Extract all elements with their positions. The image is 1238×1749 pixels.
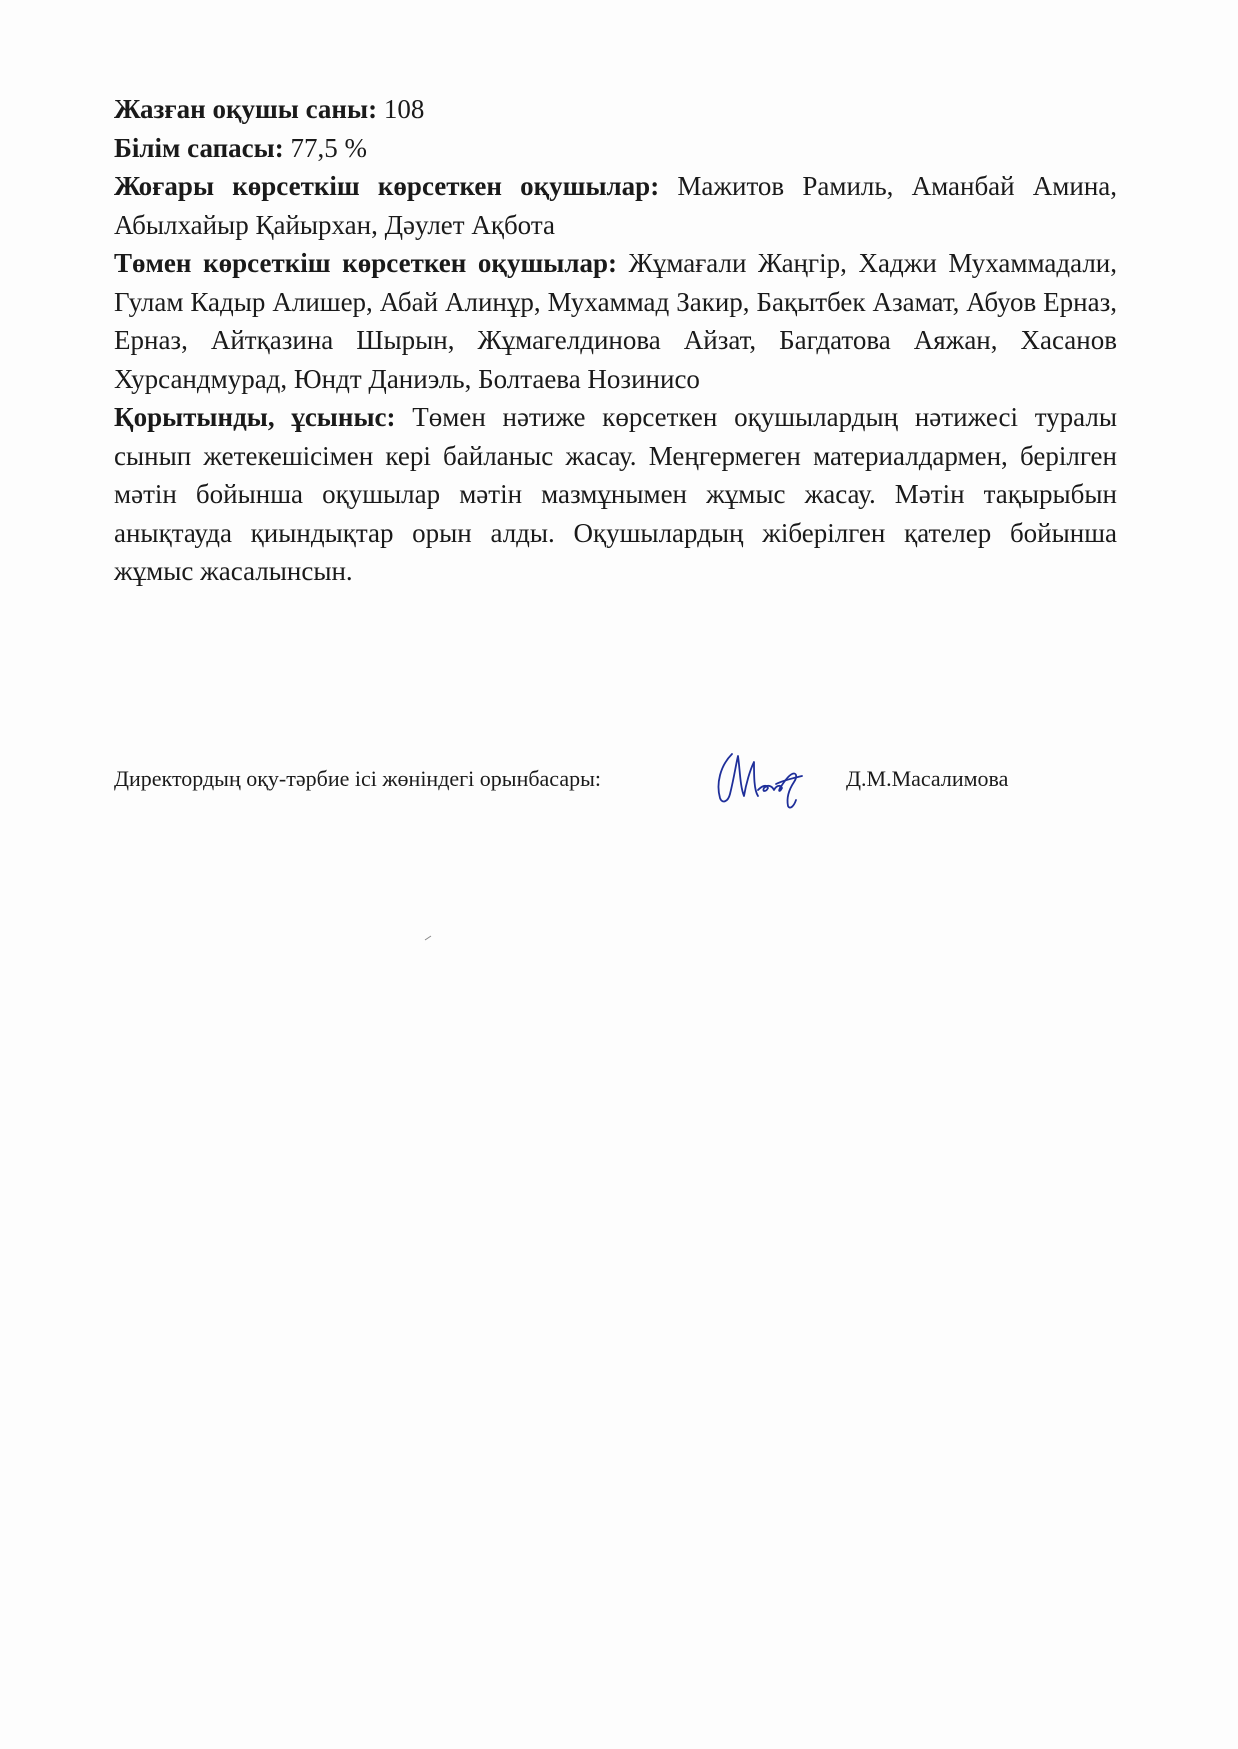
conclusion-paragraph — [114, 398, 1117, 591]
report-body — [114, 90, 1117, 591]
signature-block — [114, 760, 1124, 820]
quality-value: 77,5 % — [290, 132, 367, 163]
written-count-value: 108 — [383, 94, 425, 124]
signatory-position: Директордың оқу-тәрбие ісі жөніндегі орынбасары: — [114, 766, 601, 791]
quality-label: Білім сапасы: — [114, 132, 284, 163]
high-performers-label: Жоғары көрсеткіш көрсеткен оқушылар: — [114, 171, 660, 201]
low-performers-list: Жұмағали Жаңгір, Хаджи Мухаммадали, Гулам Кадыр Алишер, Абай Алинұр, Мухаммад Закир, Бақытбек Азамат, Абуов Ерназ, Ерназ, Айтқазина Шырын, Жұмагелдинова Айзат, Багдатова Аяжан, Хасанов Хурсандмурад, Юндт Даниэль, Болтаева Нозинисо — [114, 248, 1117, 394]
high-performers-paragraph — [114, 167, 1117, 244]
signatory-name: Д.М.Масалимова — [846, 766, 1009, 791]
scan-speck — [424, 935, 432, 941]
written-count-label: Жазған оқушы саны: — [114, 94, 378, 124]
low-performers-paragraph — [114, 244, 1117, 398]
high-performers-list: Мажитов Рамиль, Аманбай Амина, Абылхайыр Қайырхан, Дәулет Ақбота — [114, 171, 1118, 240]
conclusion-text: Төмен нәтиже көрсеткен оқушылардың нәтижесі туралы сынып жетекешісімен кері байланыс жасау. Меңгермеген материалдармен, берілген мәтін бойынша оқушылар мәтін мазмұнымен жұмыс жасау. Мәтін тақырыбын анықтауда қиындықтар орын алды. Оқушылардың жіберілген қателер бойынша жұмыс жасалынсын. — [114, 402, 1117, 586]
low-performers-label: Төмен көрсеткіш көрсеткен оқушылар: — [114, 248, 617, 278]
quality-line — [114, 129, 1117, 168]
handwritten-signature-icon — [710, 746, 810, 812]
conclusion-label: Қорытынды, ұсыныс: — [114, 402, 396, 432]
written-count-line — [114, 90, 1117, 129]
